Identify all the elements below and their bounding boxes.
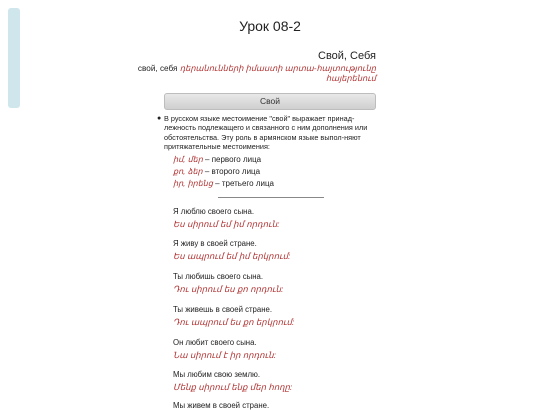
pronoun-desc: – второго лица (202, 167, 261, 176)
example-ru-2: Я живу в своей стране. (173, 239, 257, 248)
pronoun-arm: իր, իրենց (173, 179, 213, 188)
section-header-svoi[interactable]: Свой (164, 93, 376, 110)
example-ru-1: Я люблю своего сына. (173, 207, 254, 216)
example-am-6: Մենք սիրում ենք մեր հողը: (173, 382, 293, 392)
lesson-subtitle: Свой, Себя (318, 50, 376, 62)
example-ru-4: Ты живешь в своей стране. (173, 305, 273, 314)
example-am-3: Դու սիրում ես քո որդուն: (173, 284, 284, 294)
example-ru-7: Мы живем в своей стране. (173, 401, 270, 410)
description-ru: свой, себя (137, 64, 178, 73)
pronoun-arm: իմ, մեր (173, 155, 203, 164)
pronoun-row-1 (173, 155, 261, 164)
pronoun-row-2 (173, 167, 260, 176)
example-ru-3: Ты любишь своего сына. (173, 272, 264, 281)
grammar-paragraph (157, 114, 377, 151)
example-am-5: Նա սիրում է իր որդուն: (173, 350, 276, 360)
bullet-icon: ● (157, 115, 162, 122)
example-am-2: Ես ապրում եմ իմ երկրում: (173, 251, 291, 261)
example-am-4: Դու ապրում ես քո երկրում: (173, 317, 295, 327)
pronoun-arm: քո, ձեր (173, 167, 203, 176)
example-ru-5: Он любит своего сына. (173, 338, 257, 347)
pronoun-row-3 (173, 179, 274, 188)
pronoun-desc: – третьего лица (212, 179, 274, 188)
example-am-1: Ես սիրում եմ իմ որդուն: (173, 219, 280, 229)
paragraph-text: В русском языке местоимение "свой" выражает принад-лежность подлежащего и связанного с ним дополнения или обстоятельства. Эту роль в армянском языке выпол-няют притяжательные местоимения: (164, 114, 368, 151)
divider (218, 197, 324, 198)
description-arm: դերանունների իմաստի արտա-հայտությունը հայերենում (179, 64, 376, 83)
example-ru-6: Мы любим свою землю. (173, 370, 261, 379)
lesson-description (136, 64, 376, 84)
page-title: Урок 08-2 (239, 18, 301, 34)
pronoun-desc: – первого лица (202, 155, 262, 164)
